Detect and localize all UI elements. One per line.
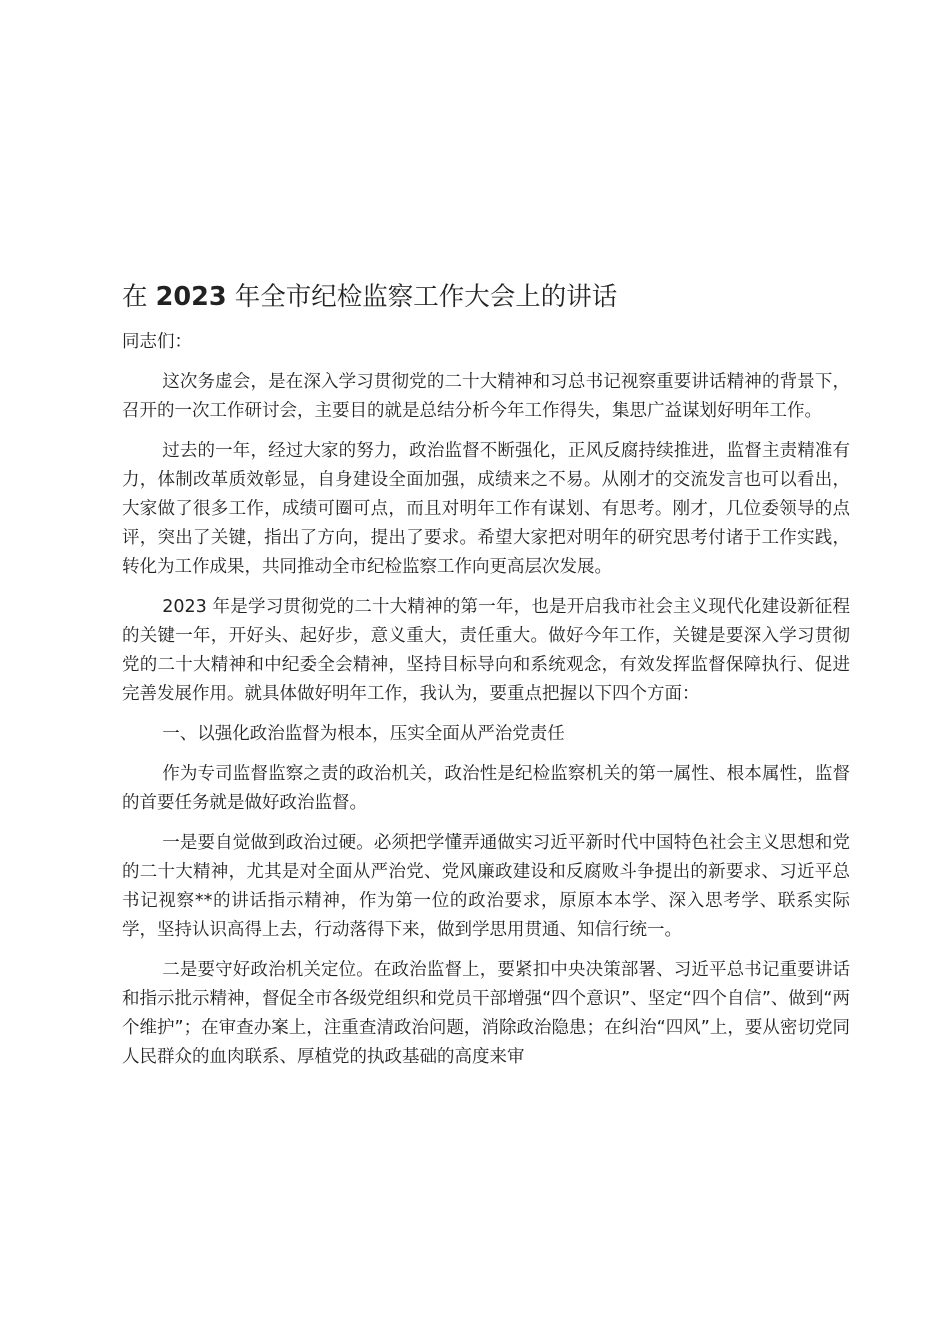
paragraph: 2023 年是学习贯彻党的二十大精神的第一年，也是开启我市社会主义现代化建设新征程的关键一年，开好头、起好步，意义重大，责任重大。做好今年工作，关键是要深入学习贯彻党的二十大精神和中纪委全会精神，坚持目标导向和系统观念，有效发挥监督保障执行、促进完善发展作用。就具体做好明年工作，我认为，要重点把握以下四个方面：	[122, 597, 850, 704]
document-title	[122, 280, 850, 314]
salutation: 同志们：	[122, 332, 192, 352]
paragraph: 一是要自觉做到政治过硬。必须把学懂弄通做实习近平新时代中国特色社会主义思想和党的二十大精神，尤其是对全面从严治党、党风廉政建设和反腐败斗争提出的新要求、习近平总书记视察**的讲话指示精神，作为第一位的政治要求，原原本本学、深入思考学、联系实际学，坚持认识高得上去，行动落得下来，做到学思用贯通、知信行统一。	[122, 833, 850, 940]
title-year: 2023	[155, 282, 227, 312]
section-heading: 一、以强化政治监督为根本，压实全面从严治党责任	[162, 724, 565, 744]
paragraph: 这次务虚会，是在深入学习贯彻党的二十大精神和习总书记视察重要讲话精神的背景下，召开的一次工作研讨会，主要目的就是总结分析今年工作得失，集思广益谋划好明年工作。	[122, 372, 850, 421]
title-suffix: 年全市纪检监察工作大会上的讲话	[226, 282, 618, 312]
paragraph: 二是要守好政治机关定位。在政治监督上，要紧扣中央决策部署、习近平总书记重要讲话和指示批示精神，督促全市各级党组织和党员干部增强“四个意识”、坚定“四个自信”、做到“两个维护”；在审查办案上，注重查清政治问题，消除政治隐患；在纠治“四风”上，要从密切党同人民群众的血肉联系、厚植党的执政基础的高度来审	[122, 960, 850, 1067]
title-prefix: 在	[122, 282, 156, 312]
paragraph: 过去的一年，经过大家的努力，政治监督不断强化，正风反腐持续推进，监督主责精准有力，体制改革质效彰显，自身建设全面加强，成绩来之不易。从刚才的交流发言也可以看出，大家做了很多工作，成绩可圈可点，而且对明年工作有谋划、有思考。刚才，几位委领导的点评，突出了关键，指出了方向，提出了要求。希望大家把对明年的研究思考付诸于工作实践，转化为工作成果，共同推动全市纪检监察工作向更高层次发展。	[122, 441, 850, 577]
document-body	[122, 280, 850, 1083]
paragraph: 作为专司监督监察之责的政治机关，政治性是纪检监察机关的第一属性、根本属性，监督的首要任务就是做好政治监督。	[122, 764, 850, 813]
